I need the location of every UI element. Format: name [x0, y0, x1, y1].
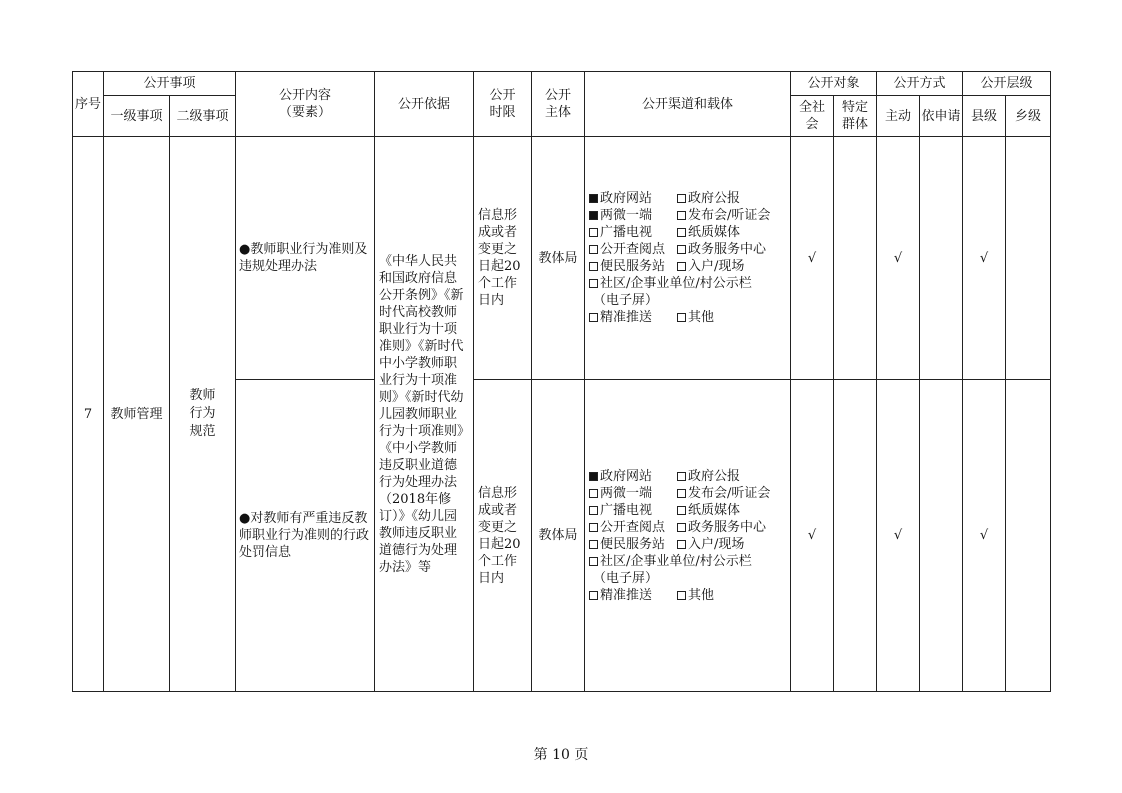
channel-line — [589, 536, 786, 553]
row-level-county-1: √ — [963, 137, 1006, 380]
row-channels-2 — [585, 380, 791, 692]
header-method: 公开方式 — [877, 72, 963, 96]
unchecked-box-icon — [677, 313, 686, 322]
header-target-all — [791, 96, 834, 137]
header-content-title: 公开内容 — [279, 88, 332, 103]
header-matter: 公开事项 — [104, 72, 236, 96]
channel-line — [589, 224, 786, 241]
checked-box-icon — [589, 194, 598, 203]
row-subject-1: 教体局 — [532, 137, 585, 380]
checked-box-icon — [589, 211, 598, 220]
channel-option-label: 便民服务站 — [600, 536, 666, 552]
row-level-town-2 — [1006, 380, 1051, 692]
row-target-all-2: √ — [791, 380, 834, 692]
channel-option — [589, 275, 752, 292]
disclosure-table — [72, 71, 1051, 692]
row-method-active-2: √ — [877, 380, 920, 692]
unchecked-box-icon — [677, 472, 686, 481]
channel-option-label: 其他 — [688, 310, 715, 325]
row-level-county-2: √ — [963, 380, 1006, 692]
table-row — [73, 137, 1051, 380]
header-level1: 一级事项 — [104, 96, 170, 137]
unchecked-box-icon — [589, 279, 598, 288]
channel-option — [677, 309, 714, 326]
header-level2: 二级事项 — [170, 96, 236, 137]
row-level2: 教师行为规范 — [189, 388, 216, 439]
checked-box-icon — [589, 472, 598, 481]
header-level: 公开层级 — [963, 72, 1051, 96]
header-method-active: 主动 — [877, 96, 920, 137]
channel-option-label: 两微一端 — [600, 485, 653, 501]
channel-option — [677, 207, 770, 224]
channel-line — [589, 502, 786, 519]
channel-option — [677, 519, 766, 536]
row-content-1: ●教师职业行为准则及违规处理办法 — [236, 137, 375, 380]
channel-line — [589, 309, 786, 326]
channel-option — [589, 258, 677, 275]
channel-option — [589, 502, 677, 519]
channel-option-label: 政务服务中心 — [688, 519, 767, 535]
channel-option — [677, 190, 740, 207]
row-time-1: 信息形成或者变更之日起20个工作日内 — [474, 137, 532, 380]
row-level-town-1 — [1006, 137, 1051, 380]
header-subject-line2: 主体 — [545, 105, 572, 120]
unchecked-box-icon — [589, 540, 598, 549]
header-target-all-line1: 全社 — [799, 100, 826, 115]
channel-option-label: 其他 — [688, 587, 715, 603]
channel-line — [589, 258, 786, 275]
channel-line — [589, 207, 786, 224]
channel-option — [589, 468, 677, 485]
channel-option-label: 政务服务中心 — [688, 242, 767, 257]
unchecked-box-icon — [589, 262, 598, 271]
unchecked-box-icon — [677, 540, 686, 549]
channel-line — [589, 275, 786, 292]
channel-option — [589, 207, 677, 224]
channel-option — [677, 241, 766, 258]
header-subject-line1: 公开 — [545, 88, 572, 103]
unchecked-box-icon — [677, 591, 686, 600]
header-target-all-line2: 会 — [805, 117, 819, 132]
row-subject-2: 教体局 — [532, 380, 585, 692]
header-content — [236, 72, 375, 137]
channel-option-label: 公开查阅点 — [600, 519, 666, 535]
unchecked-box-icon — [589, 506, 598, 515]
header-seq: 序号 — [73, 72, 104, 137]
channel-option — [677, 502, 740, 519]
row-content-2: ●对教师有严重违反教师职业行为准则的行政处罚信息 — [236, 380, 375, 692]
channel-option — [589, 190, 677, 207]
channel-line — [589, 519, 786, 536]
channel-option — [589, 485, 677, 502]
unchecked-box-icon — [677, 506, 686, 515]
header-subject — [532, 72, 585, 137]
unchecked-box-icon — [677, 489, 686, 498]
unchecked-box-icon — [589, 245, 598, 254]
channel-note: （电子屏） — [593, 570, 659, 586]
row-level1: 教师管理 — [104, 137, 170, 692]
unchecked-box-icon — [677, 194, 686, 203]
channel-option-label: 纸质媒体 — [688, 502, 741, 518]
channel-option-label: 发布会/听证会 — [688, 208, 771, 223]
unchecked-box-icon — [589, 557, 598, 566]
channel-option-label: 入户/现场 — [688, 259, 745, 274]
channel-option — [589, 519, 677, 536]
header-channels: 公开渠道和载体 — [585, 72, 791, 137]
channel-option-label: 政府网站 — [600, 191, 653, 206]
channel-line — [589, 190, 786, 207]
channel-option-label: 公开查阅点 — [600, 242, 666, 257]
channel-option — [677, 468, 740, 485]
channel-option-label: 广播电视 — [600, 225, 653, 240]
channel-line — [589, 553, 786, 570]
unchecked-box-icon — [589, 591, 598, 600]
row-channels-1 — [585, 137, 791, 380]
row-target-all-1: √ — [791, 137, 834, 380]
channel-line — [589, 587, 786, 604]
channel-option-label: 发布会/听证会 — [688, 485, 771, 501]
channel-option-label: 两微一端 — [600, 208, 653, 223]
channel-line — [589, 241, 786, 258]
row-target-specific-2 — [834, 380, 877, 692]
header-time-line2: 时限 — [489, 105, 516, 120]
channel-option — [677, 485, 770, 502]
channel-option — [589, 309, 677, 326]
channel-option — [677, 587, 714, 604]
channel-option-label: 精准推送 — [600, 310, 653, 325]
header-level-county: 县级 — [963, 96, 1006, 137]
channel-option-label: 入户/现场 — [688, 536, 745, 552]
channel-option — [677, 224, 740, 241]
row-basis: 《中华人民共和国政府信息公开条例》《新时代高校教师职业行为十项准则》《新时代中小学教师职业行为十项准则》《新时代幼儿园教师职业行为十项准则》《中小学教师违反职业道德行为处理办法（2018年修订）》《幼儿园教师违反职业道德行为处理办法》等 — [375, 137, 474, 692]
channel-option — [677, 536, 744, 553]
unchecked-box-icon — [677, 211, 686, 220]
channel-option-label: 社区/企事业单位/村公示栏 — [600, 553, 752, 569]
row-method-request-1 — [920, 137, 963, 380]
channel-option — [589, 553, 752, 570]
row-level2-cell — [170, 137, 236, 692]
header-target-specific-line1: 特定 — [842, 100, 869, 115]
channel-line — [589, 468, 786, 485]
channel-option-label: 社区/企事业单位/村公示栏 — [600, 276, 752, 291]
row-method-request-2 — [920, 380, 963, 692]
channel-option-label: 政府网站 — [600, 468, 653, 484]
header-method-request: 依申请 — [920, 96, 963, 137]
unchecked-box-icon — [677, 245, 686, 254]
unchecked-box-icon — [677, 262, 686, 271]
channel-option — [677, 258, 744, 275]
channel-note: （电子屏） — [593, 293, 659, 308]
unchecked-box-icon — [589, 523, 598, 532]
channel-option-label: 精准推送 — [600, 587, 653, 603]
header-target-specific — [834, 96, 877, 137]
row-time-2: 信息形成或者变更之日起20个工作日内 — [474, 380, 532, 692]
unchecked-box-icon — [677, 523, 686, 532]
unchecked-box-icon — [589, 313, 598, 322]
unchecked-box-icon — [589, 228, 598, 237]
channel-option — [589, 224, 677, 241]
header-level-town: 乡级 — [1006, 96, 1051, 137]
header-time — [474, 72, 532, 137]
channel-option — [589, 241, 677, 258]
channel-option — [589, 587, 677, 604]
unchecked-box-icon — [589, 489, 598, 498]
channel-option-label: 政府公报 — [688, 468, 741, 484]
header-time-line1: 公开 — [489, 88, 516, 103]
header-basis: 公开依据 — [375, 72, 474, 137]
channel-option-label: 便民服务站 — [600, 259, 666, 274]
header-target-specific-line2: 群体 — [842, 117, 869, 132]
unchecked-box-icon — [677, 228, 686, 237]
row-target-specific-1 — [834, 137, 877, 380]
page-number: 第 10 页 — [533, 747, 589, 763]
header-target: 公开对象 — [791, 72, 877, 96]
channel-option-label: 广播电视 — [600, 502, 653, 518]
row-seq: 7 — [73, 137, 104, 692]
header-content-subtitle: （要素） — [279, 105, 332, 120]
channel-option — [589, 536, 677, 553]
row-method-active-1: √ — [877, 137, 920, 380]
channel-option-label: 政府公报 — [688, 191, 741, 206]
channel-option-label: 纸质媒体 — [688, 225, 741, 240]
channel-line — [589, 485, 786, 502]
